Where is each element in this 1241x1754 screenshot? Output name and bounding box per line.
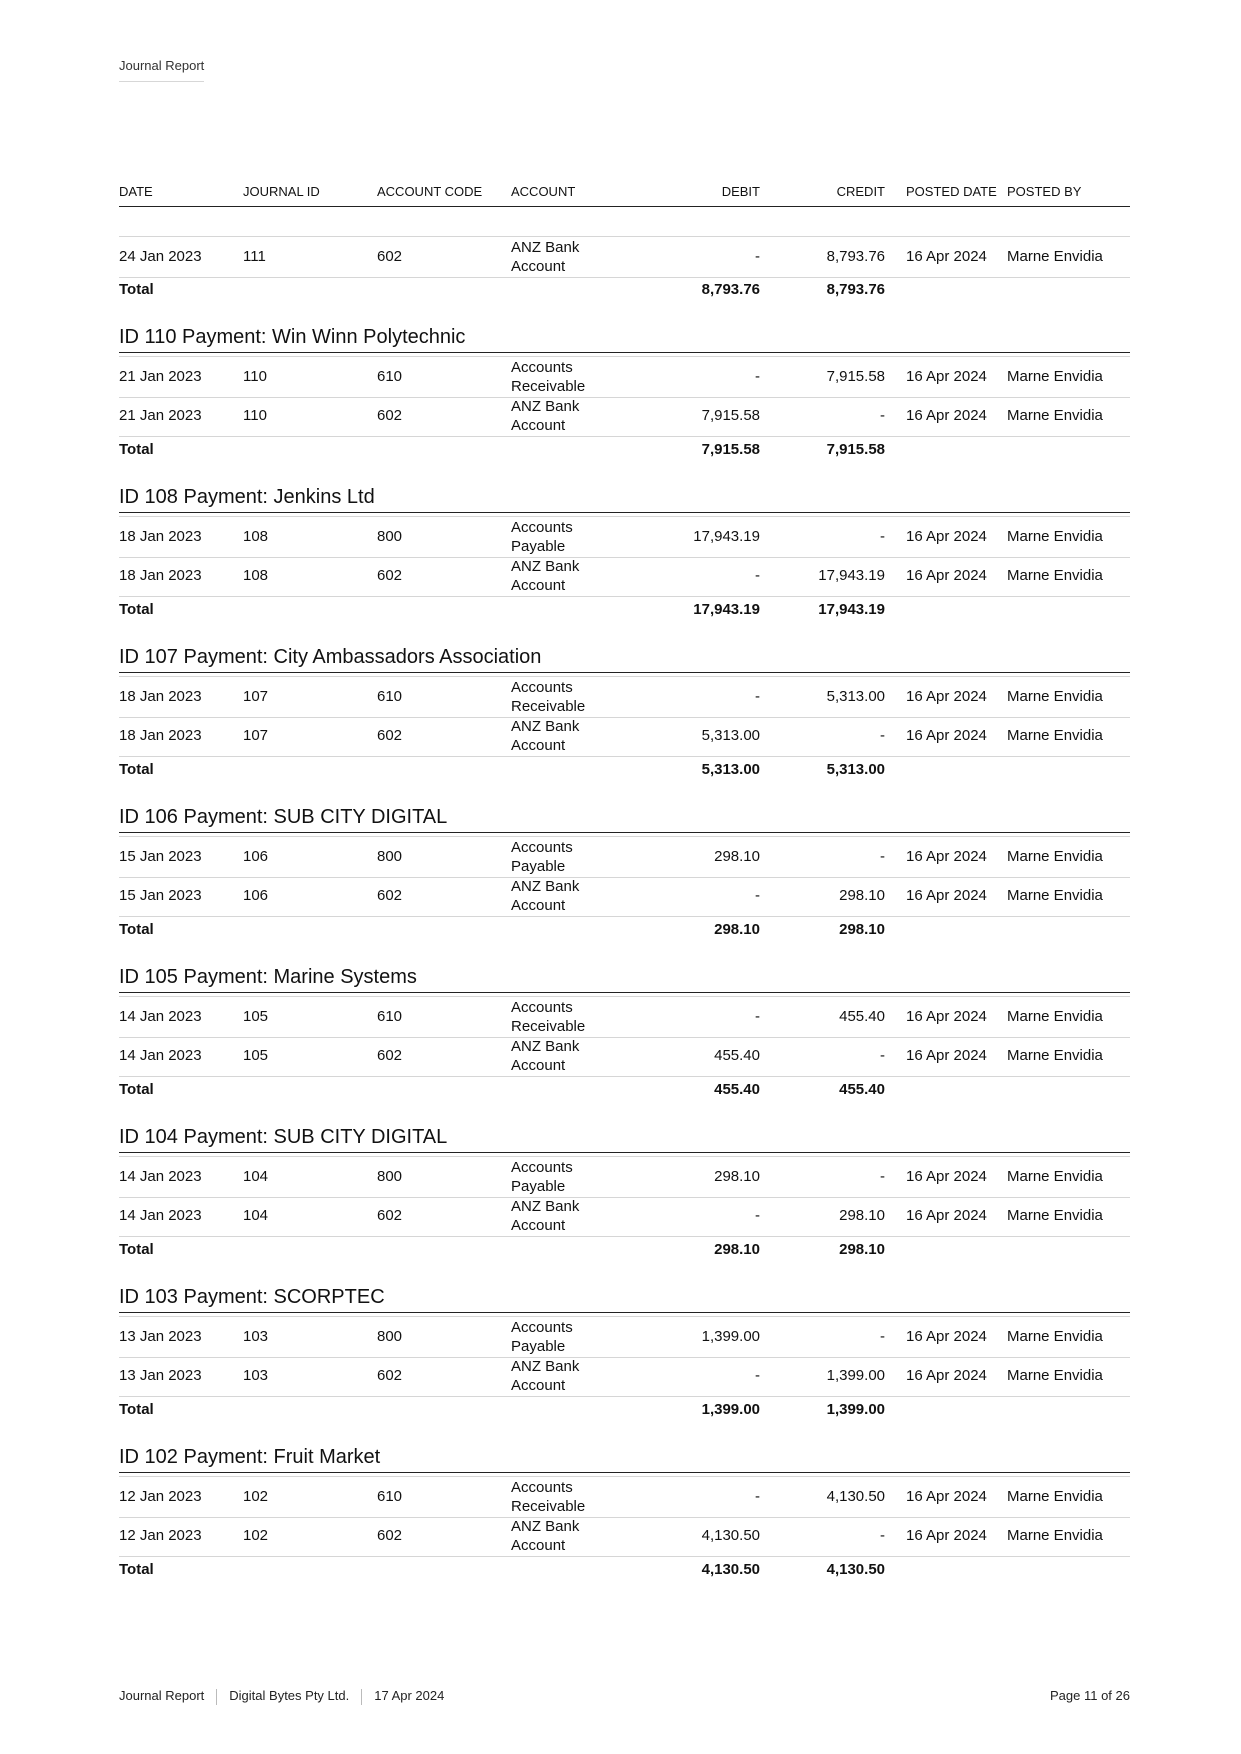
cell-date: 14 Jan 2023 — [119, 1047, 202, 1064]
footer-divider — [216, 1689, 217, 1705]
total-credit: 8,793.76 — [826, 281, 885, 298]
cell-posted-date: 16 Apr 2024 — [906, 727, 987, 744]
cell-posted-by: Marne Envidia — [1007, 368, 1103, 385]
cell-account: Accounts Receivable — [511, 999, 586, 1035]
cell-debit: 455.40 — [714, 1047, 760, 1064]
cell-posted-by: Marne Envidia — [1007, 248, 1103, 265]
total-credit: 298.10 — [839, 921, 885, 938]
cell-account-code: 610 — [377, 1488, 403, 1505]
cell-posted-date: 16 Apr 2024 — [906, 1168, 987, 1185]
cell-journal-id: 102 — [243, 1527, 269, 1544]
total-debit: 455.40 — [714, 1081, 760, 1098]
col-debit: DEBIT — [721, 184, 760, 199]
total-label: Total — [119, 761, 154, 778]
cell-posted-by: Marne Envidia — [1007, 688, 1103, 705]
cell-date: 18 Jan 2023 — [119, 688, 202, 705]
table-row — [119, 356, 1130, 398]
total-row — [119, 1396, 1130, 1426]
group-title: ID 105 Payment: Marine Systems — [119, 964, 1130, 993]
cell-account-code: 602 — [377, 887, 403, 904]
cell-debit: - — [755, 567, 760, 584]
table-row — [119, 676, 1130, 718]
cell-account-code: 602 — [377, 1047, 403, 1064]
total-label: Total — [119, 1081, 154, 1098]
cell-account-code: 800 — [377, 528, 403, 545]
cell-credit: - — [880, 848, 885, 865]
cell-posted-by: Marne Envidia — [1007, 848, 1103, 865]
total-credit: 1,399.00 — [826, 1401, 885, 1418]
cell-account-code: 602 — [377, 727, 403, 744]
cell-posted-date: 16 Apr 2024 — [906, 528, 987, 545]
cell-journal-id: 106 — [243, 887, 269, 904]
total-credit: 455.40 — [839, 1081, 885, 1098]
total-row — [119, 596, 1130, 626]
cell-credit: 17,943.19 — [818, 567, 885, 584]
total-debit: 1,399.00 — [701, 1401, 760, 1418]
table-row — [119, 1036, 1130, 1077]
total-label: Total — [119, 1241, 154, 1258]
cell-date: 24 Jan 2023 — [119, 248, 202, 265]
cell-debit: - — [755, 248, 760, 265]
cell-journal-id: 106 — [243, 848, 269, 865]
cell-debit: - — [755, 1008, 760, 1025]
cell-credit: - — [880, 407, 885, 424]
cell-posted-date: 16 Apr 2024 — [906, 1488, 987, 1505]
cell-posted-date: 16 Apr 2024 — [906, 248, 987, 265]
cell-journal-id: 102 — [243, 1488, 269, 1505]
cell-debit: 1,399.00 — [701, 1328, 760, 1345]
cell-credit: - — [880, 1168, 885, 1185]
cell-credit: 298.10 — [839, 1207, 885, 1224]
total-label: Total — [119, 1401, 154, 1418]
cell-journal-id: 111 — [243, 248, 266, 265]
cell-journal-id: 104 — [243, 1207, 269, 1224]
total-label: Total — [119, 281, 154, 298]
col-journal-id: JOURNAL ID — [243, 184, 320, 199]
group-title: ID 104 Payment: SUB CITY DIGITAL — [119, 1124, 1130, 1153]
table-row — [119, 1156, 1130, 1198]
total-debit: 298.10 — [714, 921, 760, 938]
table-row — [119, 1196, 1130, 1237]
footer-date: 17 Apr 2024 — [374, 1688, 445, 1703]
table-row — [119, 1316, 1130, 1358]
cell-journal-id: 108 — [243, 567, 269, 584]
cell-account-code: 602 — [377, 248, 403, 265]
table-row — [119, 876, 1130, 917]
total-row — [119, 1076, 1130, 1106]
footer-divider — [361, 1689, 362, 1705]
cell-posted-date: 16 Apr 2024 — [906, 1328, 987, 1345]
cell-account: ANZ Bank Account — [511, 239, 580, 275]
total-row — [119, 1556, 1130, 1586]
cell-debit: 7,915.58 — [701, 407, 760, 424]
total-label: Total — [119, 441, 154, 458]
cell-account-code: 602 — [377, 1207, 403, 1224]
cell-journal-id: 108 — [243, 528, 269, 545]
cell-date: 21 Jan 2023 — [119, 407, 202, 424]
cell-date: 18 Jan 2023 — [119, 567, 202, 584]
cell-date: 21 Jan 2023 — [119, 368, 202, 385]
cell-posted-by: Marne Envidia — [1007, 1527, 1103, 1544]
cell-account: ANZ Bank Account — [511, 1358, 580, 1394]
table-row — [119, 996, 1130, 1038]
total-label: Total — [119, 921, 154, 938]
total-credit: 17,943.19 — [818, 601, 885, 618]
cell-posted-date: 16 Apr 2024 — [906, 407, 987, 424]
total-credit: 4,130.50 — [826, 1561, 885, 1578]
cell-account-code: 602 — [377, 567, 403, 584]
cell-credit: 4,130.50 — [826, 1488, 885, 1505]
cell-journal-id: 103 — [243, 1367, 269, 1384]
cell-posted-date: 16 Apr 2024 — [906, 1047, 987, 1064]
cell-account-code: 800 — [377, 1168, 403, 1185]
cell-posted-by: Marne Envidia — [1007, 1328, 1103, 1345]
table-row — [119, 556, 1130, 597]
page-header-title: Journal Report — [119, 58, 204, 82]
table-row — [119, 1476, 1130, 1518]
table-row — [119, 516, 1130, 558]
cell-posted-by: Marne Envidia — [1007, 1168, 1103, 1185]
cell-journal-id: 107 — [243, 727, 269, 744]
cell-journal-id: 110 — [243, 368, 267, 385]
cell-credit: - — [880, 727, 885, 744]
cell-debit: 298.10 — [714, 848, 760, 865]
cell-account: ANZ Bank Account — [511, 878, 580, 914]
cell-account: Accounts Payable — [511, 519, 573, 555]
cell-credit: 1,399.00 — [826, 1367, 885, 1384]
total-credit: 7,915.58 — [826, 441, 885, 458]
col-account-code: ACCOUNT CODE — [377, 184, 483, 199]
cell-debit: 17,943.19 — [693, 528, 760, 545]
cell-account-code: 610 — [377, 368, 403, 385]
col-account: ACCOUNT — [511, 184, 576, 199]
cell-account-code: 610 — [377, 688, 403, 705]
cell-date: 15 Jan 2023 — [119, 848, 202, 865]
group-title: ID 110 Payment: Win Winn Polytechnic — [119, 324, 1130, 353]
cell-journal-id: 105 — [243, 1047, 269, 1064]
table-row — [119, 836, 1130, 878]
cell-credit: - — [880, 1328, 885, 1345]
table-row — [119, 716, 1130, 757]
total-row — [119, 276, 1130, 306]
group-title: ID 106 Payment: SUB CITY DIGITAL — [119, 804, 1130, 833]
cell-journal-id: 105 — [243, 1008, 269, 1025]
cell-date: 12 Jan 2023 — [119, 1488, 202, 1505]
cell-journal-id: 110 — [243, 407, 267, 424]
cell-account: Accounts Payable — [511, 839, 573, 875]
cell-account-code: 602 — [377, 1367, 403, 1384]
total-row — [119, 436, 1130, 466]
cell-posted-by: Marne Envidia — [1007, 1008, 1103, 1025]
footer-company: Digital Bytes Pty Ltd. — [229, 1688, 350, 1703]
footer-report: Journal Report — [119, 1688, 205, 1703]
cell-debit: - — [755, 368, 760, 385]
cell-credit: 8,793.76 — [826, 248, 885, 265]
cell-posted-by: Marne Envidia — [1007, 1207, 1103, 1224]
cell-debit: 298.10 — [714, 1168, 760, 1185]
cell-posted-date: 16 Apr 2024 — [906, 567, 987, 584]
total-row — [119, 1236, 1130, 1266]
cell-debit: - — [755, 1488, 760, 1505]
cell-posted-date: 16 Apr 2024 — [906, 887, 987, 904]
cell-account: ANZ Bank Account — [511, 1518, 580, 1554]
total-debit: 5,313.00 — [701, 761, 760, 778]
col-posted-date: POSTED DATE — [906, 184, 997, 199]
cell-posted-by: Marne Envidia — [1007, 407, 1103, 424]
cell-account: ANZ Bank Account — [511, 1198, 580, 1234]
cell-journal-id: 107 — [243, 688, 269, 705]
table-row — [119, 396, 1130, 437]
col-posted-by: POSTED BY — [1007, 184, 1082, 199]
cell-posted-date: 16 Apr 2024 — [906, 1207, 987, 1224]
cell-account-code: 602 — [377, 1527, 403, 1544]
cell-posted-date: 16 Apr 2024 — [906, 1527, 987, 1544]
group-title: ID 108 Payment: Jenkins Ltd — [119, 484, 1130, 513]
cell-posted-date: 16 Apr 2024 — [906, 368, 987, 385]
table-row — [119, 236, 1130, 278]
cell-account-code: 800 — [377, 848, 403, 865]
cell-posted-by: Marne Envidia — [1007, 528, 1103, 545]
cell-date: 13 Jan 2023 — [119, 1367, 202, 1384]
cell-date: 14 Jan 2023 — [119, 1168, 202, 1185]
total-row — [119, 916, 1130, 946]
total-debit: 8,793.76 — [701, 281, 760, 298]
cell-account: ANZ Bank Account — [511, 558, 580, 594]
cell-account: ANZ Bank Account — [511, 1038, 580, 1074]
total-debit: 17,943.19 — [693, 601, 760, 618]
cell-account: ANZ Bank Account — [511, 398, 580, 434]
cell-posted-date: 16 Apr 2024 — [906, 688, 987, 705]
cell-date: 13 Jan 2023 — [119, 1328, 202, 1345]
cell-credit: 455.40 — [839, 1008, 885, 1025]
group-title: ID 103 Payment: SCORPTEC — [119, 1284, 1130, 1313]
cell-posted-by: Marne Envidia — [1007, 567, 1103, 584]
cell-date: 15 Jan 2023 — [119, 887, 202, 904]
cell-account: Accounts Receivable — [511, 1479, 586, 1515]
group-title: ID 102 Payment: Fruit Market — [119, 1444, 1130, 1473]
cell-posted-by: Marne Envidia — [1007, 887, 1103, 904]
cell-journal-id: 104 — [243, 1168, 269, 1185]
cell-posted-by: Marne Envidia — [1007, 1047, 1103, 1064]
group-title: ID 107 Payment: City Ambassadors Association — [119, 644, 1130, 673]
cell-posted-by: Marne Envidia — [1007, 1488, 1103, 1505]
cell-account: Accounts Receivable — [511, 679, 586, 715]
cell-debit: 5,313.00 — [701, 727, 760, 744]
cell-posted-date: 16 Apr 2024 — [906, 1367, 987, 1384]
col-date: DATE — [119, 184, 153, 199]
total-row — [119, 756, 1130, 786]
total-credit: 298.10 — [839, 1241, 885, 1258]
cell-account: Accounts Payable — [511, 1159, 573, 1195]
cell-debit: - — [755, 887, 760, 904]
cell-posted-date: 16 Apr 2024 — [906, 848, 987, 865]
cell-account-code: 602 — [377, 407, 403, 424]
cell-account-code: 610 — [377, 1008, 403, 1025]
cell-account: Accounts Payable — [511, 1319, 573, 1355]
cell-debit: 4,130.50 — [701, 1527, 760, 1544]
table-row — [119, 1356, 1130, 1397]
cell-credit: - — [880, 1047, 885, 1064]
column-header-row — [119, 182, 1130, 207]
total-label: Total — [119, 1561, 154, 1578]
cell-date: 18 Jan 2023 — [119, 727, 202, 744]
cell-credit: 298.10 — [839, 887, 885, 904]
table-row — [119, 1516, 1130, 1557]
cell-debit: - — [755, 688, 760, 705]
cell-posted-date: 16 Apr 2024 — [906, 1008, 987, 1025]
total-debit: 4,130.50 — [701, 1561, 760, 1578]
cell-account: ANZ Bank Account — [511, 718, 580, 754]
footer-page-number: Page 11 of 26 — [1050, 1688, 1130, 1703]
cell-account: Accounts Receivable — [511, 359, 586, 395]
cell-date: 12 Jan 2023 — [119, 1527, 202, 1544]
total-credit: 5,313.00 — [826, 761, 885, 778]
total-label: Total — [119, 601, 154, 618]
col-credit: CREDIT — [836, 184, 885, 199]
cell-posted-by: Marne Envidia — [1007, 1367, 1103, 1384]
cell-date: 14 Jan 2023 — [119, 1008, 202, 1025]
cell-date: 14 Jan 2023 — [119, 1207, 202, 1224]
total-debit: 298.10 — [714, 1241, 760, 1258]
cell-journal-id: 103 — [243, 1328, 269, 1345]
total-debit: 7,915.58 — [701, 441, 760, 458]
cell-credit: 7,915.58 — [826, 368, 885, 385]
cell-date: 18 Jan 2023 — [119, 528, 202, 545]
cell-account-code: 800 — [377, 1328, 403, 1345]
cell-credit: - — [880, 1527, 885, 1544]
cell-debit: - — [755, 1367, 760, 1384]
cell-credit: - — [880, 528, 885, 545]
cell-debit: - — [755, 1207, 760, 1224]
cell-posted-by: Marne Envidia — [1007, 727, 1103, 744]
cell-credit: 5,313.00 — [826, 688, 885, 705]
